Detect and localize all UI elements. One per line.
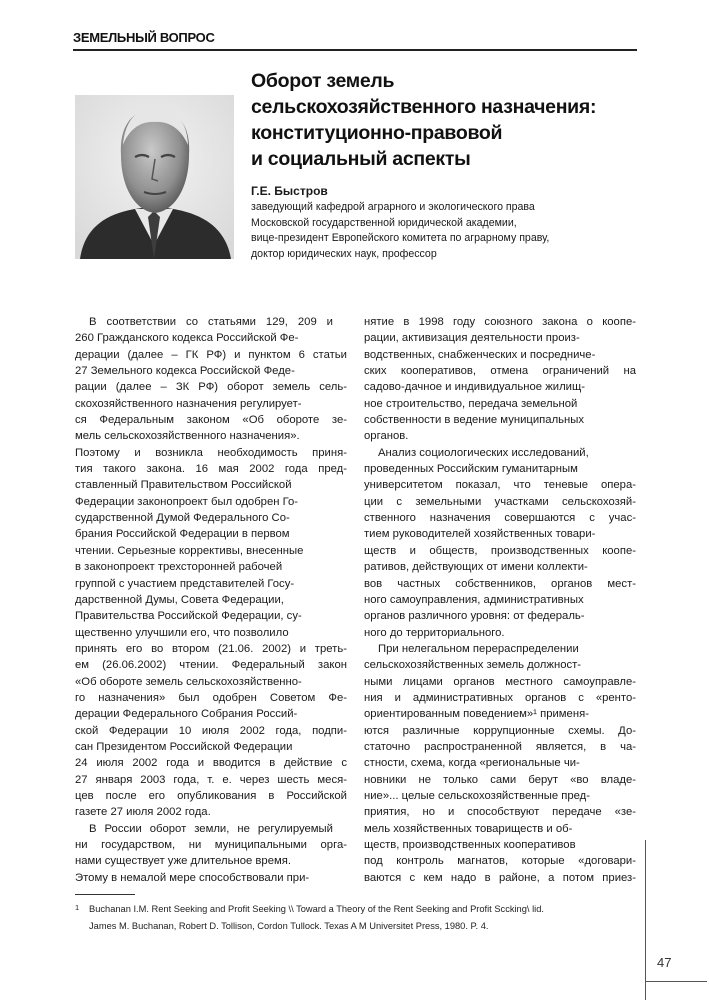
- author-affiliation: [251, 200, 651, 262]
- author-portrait-image: [75, 95, 234, 259]
- affiliation-line: доктор юридических наук, профессор: [251, 247, 437, 260]
- title-line: сельскохозяйственного назначения:: [251, 96, 597, 118]
- body-line: 27 января 2003 года, т. е. через шесть меся-: [75, 773, 347, 786]
- body-line: органов различного уровня: от федераль-: [364, 610, 585, 623]
- body-line: сударственной Думой Федерального Со-: [75, 512, 290, 525]
- body-line: В России оборот земли, не регулируемый: [89, 822, 333, 835]
- body-line: под контроль магнатов, которые «договари-: [364, 855, 636, 868]
- body-line: ществ и обществ, производственных коопе-: [364, 544, 636, 557]
- body-line: нятие в 1998 году союзного закона о коопе-: [364, 316, 636, 328]
- body-line: принять его во втором (21.06. 2002) и треть-: [75, 642, 347, 655]
- author-photo: [75, 95, 234, 259]
- page-number: 47: [657, 955, 672, 970]
- body-line: ными лицами органов местного самоуправле-: [364, 675, 636, 688]
- body-line: ем (26.06.2002) чтении. Федеральный закон: [75, 659, 347, 672]
- footnote-rule: [75, 894, 135, 895]
- body-line: Федерации законопроект был одобрен Го-: [75, 495, 299, 508]
- body-line: собственности в ведение муниципальных: [364, 414, 585, 427]
- body-line: проведенных Российским гуманитарным: [364, 463, 578, 476]
- body-line: ного до территориального.: [364, 626, 505, 639]
- body-line: ние»... целые сельскохозяйственные пред-: [364, 789, 591, 802]
- body-line: цев после его опубликования в Российской: [75, 789, 347, 802]
- body-line: Этому в немалой мере способствовали при-: [75, 871, 310, 884]
- body-line: газете 27 июля 2002 года.: [75, 806, 211, 819]
- title-line: Оборот земель: [251, 70, 395, 92]
- footnote: [75, 901, 640, 935]
- body-line: Анализ социологических исследований,: [378, 446, 589, 459]
- body-line: нами существует уже длительное время.: [75, 855, 292, 868]
- body-line: ного самоуправления, административных: [364, 593, 584, 606]
- body-line: ской Федерации 10 июля 2002 года, подпи-: [75, 724, 347, 737]
- body-line: щественно улучшили его, что позволило: [75, 626, 289, 639]
- body-line: В соответствии со статьями 129, 209 и: [89, 316, 333, 328]
- body-column-right: [364, 314, 636, 886]
- column-rule: [645, 840, 646, 1000]
- footnote-line: James M. Buchanan, Robert D. Tollison, Cordon Tullock. Texas A M Universitet Press, 1980. P. 4.: [89, 921, 489, 931]
- body-line: «Об обороте земель сельскохозяйственно-: [75, 675, 302, 688]
- body-line: скохозяйственного назначения регулирует-: [75, 397, 302, 410]
- body-line: ся Федеральным законом «Об обороте зе-: [75, 414, 347, 427]
- body-line: Поэтому и возникла необходимость приня-: [75, 446, 347, 459]
- footnote-line: Buchanan I.M. Rent Seeking and Profit Seeking \\ Toward a Theory of the Rent Seeking and Profit Scсking\ lid.: [89, 904, 544, 914]
- body-line: новники не только сами берут «во владе-: [364, 773, 636, 786]
- body-line: в законопроект трехсторонней рабочей: [75, 561, 283, 574]
- body-line: водственных, снабженческих и посредниче-: [364, 348, 596, 361]
- body-line: ществ, производственных кооперативов: [364, 839, 576, 851]
- header-rule: [73, 49, 637, 51]
- author-name: Г.Е. Быстров: [251, 184, 328, 198]
- body-line: ни государством, ни муниципальными орга-: [75, 839, 347, 851]
- body-line: дарственной Думы, Совета Федерации,: [75, 593, 284, 606]
- affiliation-line: заведующий кафедрой аграрного и экологического права: [251, 201, 535, 213]
- body-line: ставленный Правительством Российской: [75, 479, 292, 492]
- title-line: конституционно-правовой: [251, 122, 503, 144]
- body-line: мель сельскохозяйственного назначения».: [75, 430, 300, 443]
- body-line: чтении. Серьезные коррективы, внесенные: [75, 544, 304, 557]
- body-line: мель хозяйственных товариществ и об-: [364, 822, 573, 835]
- article-title: [251, 68, 651, 172]
- body-line: ских кооперативов, отмена ограничений на: [364, 365, 636, 378]
- body-line: стности, схема, когда «региональные чи-: [364, 757, 580, 770]
- body-column-left: [75, 314, 347, 886]
- body-line: При нелегальном перераспределении: [378, 642, 579, 655]
- body-line: ются различные коррупционные схемы. До-: [364, 724, 636, 737]
- body-line: 24 июля 2002 года и вводится в действие с: [75, 757, 347, 770]
- body-line: ственного назначения совершаются с учас-: [364, 512, 636, 525]
- body-line: рации (далее – ЗК РФ) оборот земель сель-: [75, 381, 347, 394]
- body-line: сан Президентом Российской Федерации: [75, 740, 293, 753]
- body-line: ции с земельными участками сельскохозяй-: [364, 495, 636, 508]
- section-header: ЗЕМЕЛЬНЫЙ ВОПРОС: [73, 30, 215, 45]
- body-line: го назначения» был одобрен Советом Фе-: [75, 691, 347, 704]
- page-number-rule: [645, 981, 707, 982]
- body-line: группой с участием представителей Госу-: [75, 577, 295, 590]
- body-line: ное строительство, передача земельной: [364, 397, 578, 410]
- body-line: университетом показал, что теневые опера-: [364, 479, 636, 492]
- body-line: садово-дачное и индивидуальное жилищ-: [364, 381, 586, 394]
- body-line: брания Российской Федерации в первом: [75, 528, 290, 541]
- body-line: органов.: [364, 430, 409, 443]
- body-line: статочно распространенной является, в ча-: [364, 740, 636, 753]
- body-line: вов частных собственников, органов мест-: [364, 577, 636, 590]
- body-line: 260 Гражданского кодекса Российской Фе-: [75, 332, 299, 345]
- body-line: дерации Федерального Собрания Россий-: [75, 708, 298, 721]
- body-line: дерации (далее – ГК РФ) и пунктом 6 статьи: [75, 348, 347, 361]
- body-line: сельскохозяйственных земель должност-: [364, 659, 582, 672]
- footnote-marker: 1: [75, 903, 80, 912]
- body-line: Правительства Российской Федерации, су-: [75, 610, 302, 623]
- body-line: 27 Земельного кодекса Российской Феде-: [75, 365, 295, 378]
- affiliation-line: вице-президент Европейского комитета по аграрному праву,: [251, 232, 550, 244]
- body-line: ориентированным поведением»¹ применя-: [364, 708, 589, 721]
- body-line: ния и административных органов с «ренто-: [364, 691, 636, 704]
- body-line: ративов, действующих от имени коллекти-: [364, 561, 588, 574]
- title-line: и социальный аспекты: [251, 148, 471, 170]
- affiliation-line: Московской государственной юридической академии,: [251, 216, 517, 229]
- body-line: ваются с кем надо в районе, а потом приез-: [364, 871, 636, 884]
- body-line: приятия, но и способствуют передаче «зе-: [364, 806, 636, 819]
- body-line: рации, активизация деятельности произ-: [364, 332, 580, 345]
- body-line: тием руководителей хозяйственных товари-: [364, 528, 596, 541]
- body-line: тия такого закона. 16 мая 2002 года пред-: [75, 463, 347, 476]
